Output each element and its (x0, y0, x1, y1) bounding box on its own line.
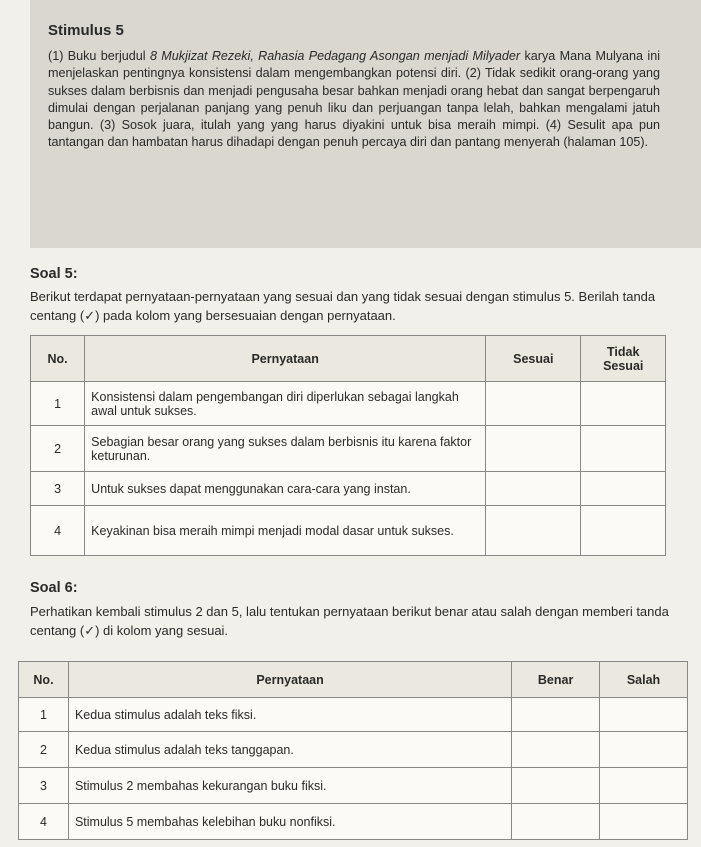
soal5-header-tidak-sesuai: Tidak Sesuai (581, 336, 666, 382)
salah-checkbox-cell[interactable] (600, 768, 688, 804)
tidak-sesuai-checkbox-cell[interactable] (581, 426, 666, 472)
sesuai-checkbox-cell[interactable] (486, 426, 581, 472)
row-statement: Stimulus 2 membahas kekurangan buku fiksi. (68, 768, 511, 804)
soal6-instruction: Perhatikan kembali stimulus 2 dan 5, lalu tentukan pernyataan berikut benar atau salah dengan memberi tanda centang (✓) di kolom yang sesuai. (30, 604, 669, 638)
row-statement: Kedua stimulus adalah teks tanggapan. (68, 732, 511, 768)
soal6-header-benar: Benar (512, 662, 600, 698)
table-row (19, 768, 688, 804)
soal6-table (18, 661, 688, 840)
row-number: 2 (19, 732, 69, 768)
row-statement: Untuk sukses dapat menggunakan cara-cara yang instan. (85, 472, 486, 506)
row-number: 1 (19, 698, 69, 732)
soal5-header-sesuai: Sesuai (486, 336, 581, 382)
soal6-header-salah: Salah (600, 662, 688, 698)
table-row (31, 382, 666, 426)
soal5-instruction: Berikut terdapat pernyataan-pernyataan yang sesuai dan yang tidak sesuai dengan stimulus 5. Berilah tanda centang (✓) pada kolom yang bersesuaian dengan pernyataan. (30, 289, 656, 323)
salah-checkbox-cell[interactable] (600, 804, 688, 840)
soal6-header-row (19, 662, 688, 698)
table-row (19, 804, 688, 840)
sesuai-checkbox-cell[interactable] (486, 472, 581, 506)
row-number: 4 (19, 804, 69, 840)
tidak-sesuai-checkbox-cell[interactable] (581, 472, 666, 506)
sesuai-checkbox-cell[interactable] (486, 506, 581, 556)
row-number: 1 (31, 382, 85, 426)
benar-checkbox-cell[interactable] (512, 698, 600, 732)
salah-checkbox-cell[interactable] (600, 732, 688, 768)
stimulus-text (48, 48, 660, 152)
stimulus-text-part-2: karya Mana Mulyana ini menjelaskan pentingnya konsistensi dalam mengembangkan potensi diri. (2) Tidak sedikit orang-orang yang sukses dalam berbisnis dan menjadi pengusaha besar bahkan menjadi orang hebat dan sangat berpengaruh dimulai dengan perjalanan panjang yang penuh liku dan perjuangan tanpa lelah, bahkan mengalami jatuh bangun. (3) Sosok juara, itulah yang yang harus diyakini untuk bisa meraih mimpi. (4) Sesulit apa pun tantangan dan hambatan harus dihadapi dengan penuh percaya diri dan pantang menyerah (halaman 105). (48, 49, 661, 150)
soal5-header-statement: Pernyataan (85, 336, 486, 382)
row-statement: Keyakinan bisa meraih mimpi menjadi modal dasar untuk sukses. (85, 506, 486, 556)
soal6-header-statement: Pernyataan (68, 662, 511, 698)
row-statement: Konsistensi dalam pengembangan diri diperlukan sebagai langkah awal untuk sukses. (85, 382, 486, 426)
soal5-header-no: No. (31, 336, 85, 382)
row-number: 3 (19, 768, 69, 804)
row-statement: Sebagian besar orang yang sukses dalam berbisnis itu karena faktor keturunan. (85, 426, 486, 472)
soal6-header-no: No. (19, 662, 69, 698)
stimulus-text-part-1: (1) Buku berjudul (48, 49, 150, 63)
row-number: 3 (31, 472, 85, 506)
row-statement: Kedua stimulus adalah teks fiksi. (68, 698, 511, 732)
stimulus-book-title: 8 Mukjizat Rezeki, Rahasia Pedagang Asongan menjadi Milyader (149, 49, 521, 63)
soal6-title: Soal 6: (30, 580, 78, 596)
table-row (19, 732, 688, 768)
sesuai-checkbox-cell[interactable] (486, 382, 581, 426)
salah-checkbox-cell[interactable] (600, 698, 688, 732)
stimulus-title: Stimulus 5 (48, 22, 124, 39)
tidak-sesuai-checkbox-cell[interactable] (581, 382, 666, 426)
benar-checkbox-cell[interactable] (512, 732, 600, 768)
row-number: 4 (31, 506, 85, 556)
benar-checkbox-cell[interactable] (512, 768, 600, 804)
row-statement: Stimulus 5 membahas kelebihan buku nonfiksi. (68, 804, 511, 840)
table-row (31, 506, 666, 556)
soal5-header-row (31, 336, 666, 382)
table-row (31, 472, 666, 506)
soal5-title: Soal 5: (30, 266, 78, 282)
tidak-sesuai-checkbox-cell[interactable] (581, 506, 666, 556)
table-row (19, 698, 688, 732)
benar-checkbox-cell[interactable] (512, 804, 600, 840)
soal5-table (30, 335, 666, 556)
table-row (31, 426, 666, 472)
row-number: 2 (31, 426, 85, 472)
